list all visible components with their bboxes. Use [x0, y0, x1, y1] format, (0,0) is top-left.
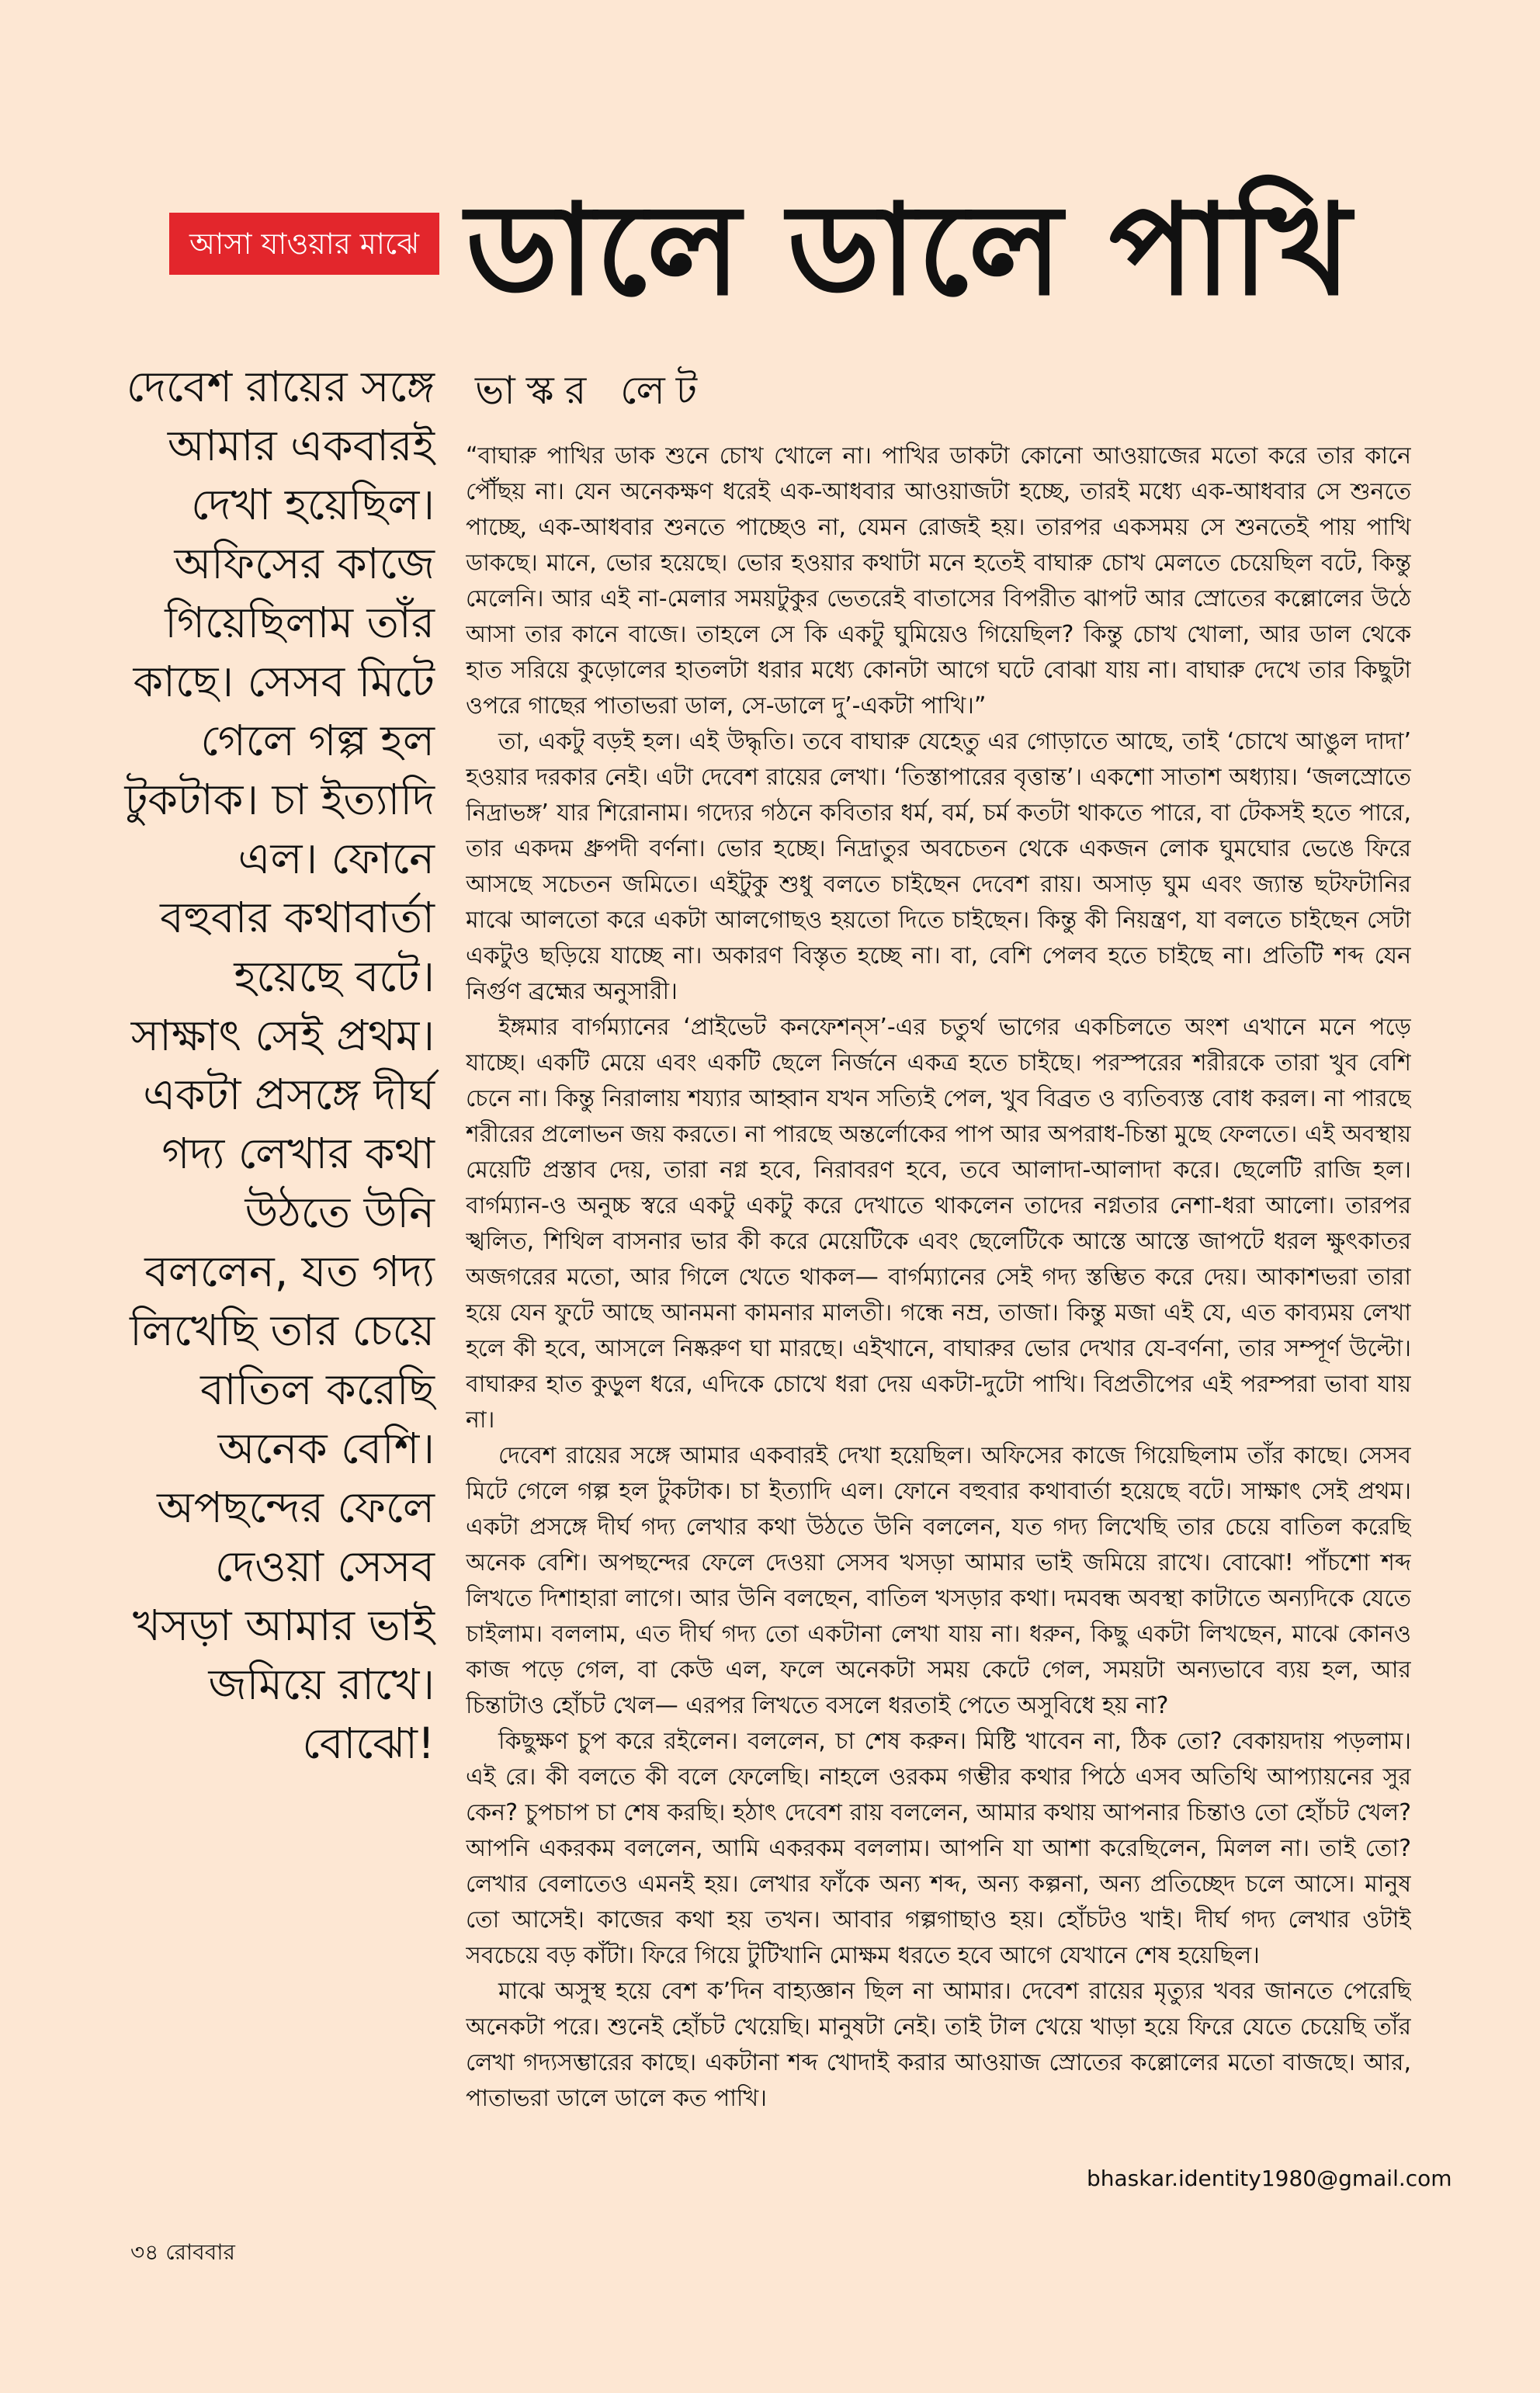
headline: ডালে ডালে পাখি [466, 178, 1353, 324]
paragraph: দেবেশ রায়ের সঙ্গে আমার একবারই দেখা হয়েছিল। অফিসের কাজে গিয়েছিলাম তাঁর কাছে। সেসব মিটে গেলে গল্প হল টুকটাক। চা ইত্যাদি এল। ফোনে বহুবার কথাবার্তা হয়েছে বটে। সাক্ষাৎ সেই প্রথম। একটা প্রসঙ্গে দীর্ঘ গদ্য লেখার কথা উঠতে উনি বললেন, যত গদ্য লিখেছি তার চেয়ে বাতিল করেছি অনেক বেশি। অপছন্দের ফেলে দেওয়া সেসব খসড়া আমার ভাই জমিয়ে রাখে। বোঝো! পাঁচশো শব্দ লিখতে দিশাহারা লাগে। আর উনি বলছেন, বাতিল খসড়ার কথা। দমবন্ধ অবস্থা কাটাতে অন্যদিকে যেতে চাইলাম। বললাম, এত দীর্ঘ গদ্য তো একটানা লেখা যায় না। ধরুন, কিছু একটা লিখছেন, মাঝে কোনও কাজ পড়ে গেল, বা কেউ এল, ফলে অনেকটা সময় কেটে গেল, সময়টা অন্যভাবে ব্যয় হল, আর চিন্তাটাও হোঁচট খেল— এরপর লিখতে বসলে ধরতাই পেতে অসুবিধে হয় না? [466, 1442, 1411, 1719]
paragraph: ইঙ্গমার বার্গম্যানের ‘প্রাইভেট কনফেশন্‌স’-এর চতুর্থ ভাগের একচিলতে অংশ এখানে মনে পড়ে যাচ্ছে। একটি মেয়ে এবং একটি ছেলে নির্জনে একত্র হতে চাইছে। পরস্পরের শরীরকে তারা খুব বেশি চেনে না। কিন্তু নিরালায় শয্যার আহ্বান যখন সত্যিই পেল, খুব বিব্রত ও ব্যতিব্যস্ত বোধ করল। না পারছে শরীরের প্রলোভন জয় করতে। না পারছে অন্তর্লোকের পাপ আর অপরাধ-চিন্তা মুছে ফেলতে। এই অবস্থায় মেয়েটি প্রস্তাব দেয়, তারা নগ্ন হবে, নিরাবরণ হবে, তবে আলাদা-আলাদা করে। ছেলেটি রাজি হল। বার্গম্যান-ও অনুচ্চ স্বরে একটু একটু করে দেখাতে থাকলেন তাদের নগ্নতার নেশা-ধরা আলো। তারপর স্খলিত, শিথিল বাসনার ভার কী করে মেয়েটিকে এবং ছেলেটিকে আস্তে আস্তে জাপটে ধরল ক্ষুৎকাতর অজগরের মতো, আর গিলে খেতে থাকল— বার্গম্যানের সেই গদ্য স্তম্ভিত করে দেয়। আকাশভরা তারা হয়ে যেন ফুটে আছে আনমনা কামনার মালতী। গন্ধে নম্র, তাজা। কিন্তু মজা এই যে, এত কাব্যময় লেখা হলে কী হবে, আসলে নিষ্করুণ ঘা মারছে। এইখানে, বাঘারুর ভোর দেখার যে-বর্ণনা, তার সম্পূর্ণ উল্টো। বাঘারুর হাত কুড়ুল ধরে, এদিকে চোখে ধরা দেয় একটা-দুটো পাখি। বিপ্রতীপের এই পরম্পরা ভাবা যায় না। [466, 1014, 1411, 1434]
pull-quote [116, 357, 435, 1773]
page-folio: ৩৪ রোববার [130, 2239, 235, 2265]
article-body [466, 439, 1411, 2162]
paragraph: “বাঘারু পাখির ডাক শুনে চোখ খোলে না। পাখির ডাকটা কোনো আওয়াজের মতো করে তার কানে পৌঁছয় না। যেন অনেকক্ষণ ধরেই এক-আধবার আওয়াজটা হচ্ছে, তারই মধ্যে এক-আধবার সে শুনতে পাচ্ছে, এক-আধবার শুনতে পাচ্ছেও না, যেমন রোজই হয়। তারপর একসময় সে শুনতেই পায় পাখি ডাকছে। মানে, ভোর হয়েছে। ভোর হওয়ার কথাটা মনে হতেই বাঘারু চোখ মেলতে চেয়েছিল বটে, কিন্তু মেলেনি। আর এই না-মেলার সময়টুকুর ভেতরেই বাতাসের বিপরীত ঝাপট আর স্রোতের কল্লোলের উঠে আসা তার কানে বাজে। তাহলে সে কি একটু ঘুমিয়েও গিয়েছিল? কিন্তু চোখ খোলা, আর ডাল থেকে হাত সরিয়ে কুড়োলের হাতলটা ধরার মধ্যে কোনটা আগে ঘটে বোঝা যায় না। বাঘারু দেখে তার কিছুটা ওপরে গাছের পাতাভরা ডাল, সে-ডালে দু’-একটা পাখি।” [466, 442, 1411, 720]
byline: ভাস্কর লেট [475, 368, 708, 413]
author-email: bhaskar.identity1980@gmail.com [1087, 2166, 1452, 2191]
section-label: আসা যাওয়ার মাঝে [169, 213, 439, 275]
paragraph: কিছুক্ষণ চুপ করে রইলেন। বললেন, চা শেষ করুন। মিষ্টি খাবেন না, ঠিক তো? বেকায়দায় পড়লাম। এই রে। কী বলতে কী বলে ফেলেছি। নাহলে ওরকম গম্ভীর কথার পিঠে এসব অতিথি আপ্যায়নের সুর কেন? চুপচাপ চা শেষ করছি। হঠাৎ দেবেশ রায় বললেন, আমার কথায় আপনার চিন্তাও তো হোঁচট খেল? আপনি একরকম বললেন, আমি একরকম বললাম। আপনি যা আশা করেছিলেন, মিলল না। তাই তো? লেখার বেলাতেও এমনই হয়। লেখার ফাঁকে অন্য শব্দ, অন্য কল্পনা, অন্য প্রতিচ্ছেদ চলে আসে। মানুষ তো আসেই। কাজের কথা হয় তখন। আবার গল্পগাছাও হয়। হোঁচটও খাই। দীর্ঘ গদ্য লেখার ওটাই সবচেয়ে বড় কাঁটা। ফিরে গিয়ে টুটিখানি মোক্ষম ধরতে হবে আগে যেখানে শেষ হয়েছিল। [466, 1728, 1411, 1969]
pull-quote-text: দেবেশ রায়ের সঙ্গে আমার একবারই দেখা হয়েছিল। অফিসের কাজে গিয়েছিলাম তাঁর কাছে। সেসব মিটে গেলে গল্প হল টুকটাক। চা ইত্যাদি এল। ফোনে বহুবার কথাবার্তা হয়েছে বটে। সাক্ষাৎ সেই প্রথম। একটা প্রসঙ্গে দীর্ঘ গদ্য লেখার কথা উঠতে উনি বললেন, যত গদ্য লিখেছি তার চেয়ে বাতিল করেছি অনেক বেশি। অপছন্দের ফেলে দেওয়া সেসব খসড়া আমার ভাই জমিয়ে রাখে। বোঝো! [124, 362, 435, 1768]
paragraph: তা, একটু বড়ই হল। এই উদ্ধৃতি। তবে বাঘারু যেহেতু এর গোড়াতে আছে, তাই ‘চোখে আঙুল দাদা’ হওয়ার দরকার নেই। এটা দেবেশ রায়ের লেখা। ‘তিস্তাপারের বৃত্তান্ত’। একশো সাতাশ অধ্যায়। ‘জলস্রোতে নিদ্রাভঙ্গ’ যার শিরোনাম। গদ্যের গঠনে কবিতার ধর্ম, বর্ম, চর্ম কতটা থাকতে পারে, বা টেকসই হতে পারে, তার একদম ধ্রুপদী বর্ণনা। ভোর হচ্ছে। নিদ্রাতুর অবচেতন থেকে একজন লোক ঘুমঘোর ভেঙে ফিরে আসছে সচেতন জমিতে। এইটুকু শুধু বলতে চাইছেন দেবেশ রায়। অসাড় ঘুম এবং জ্যান্ত ছটফটানির মাঝে আলতো করে একটা আলগোছও হয়তো দিতে চাইছেন। কিন্তু কী নিয়ন্ত্রণ, যা বলতে চাইছেন সেটা একটুও ছড়িয়ে যাচ্ছে না। অকারণ বিস্তৃত হচ্ছে না। বা, বেশি পেলব হতে চাইছে না। প্রতিটি শব্দ যেন নির্গুণ ব্রহ্মের অনুসারী। [466, 728, 1411, 1005]
paragraph: মাঝে অসুস্থ হয়ে বেশ ক’দিন বাহ্যজ্ঞান ছিল না আমার। দেবেশ রায়ের মৃত্যুর খবর জানতে পেরেছি অনেকটা পরে। শুনেই হোঁচট খেয়েছি। মানুষটা নেই। তাই টাল খেয়ে খাড়া হয়ে ফিরে যেতে চেয়েছি তাঁর লেখা গদ্যসম্ভারের কাছে। একটানা শব্দ খোদাই করার আওয়াজ স্রোতের কল্লোলের মতো বাজছে। আর, পাতাভরা ডালে ডালে কত পাখি। [466, 1978, 1411, 2112]
